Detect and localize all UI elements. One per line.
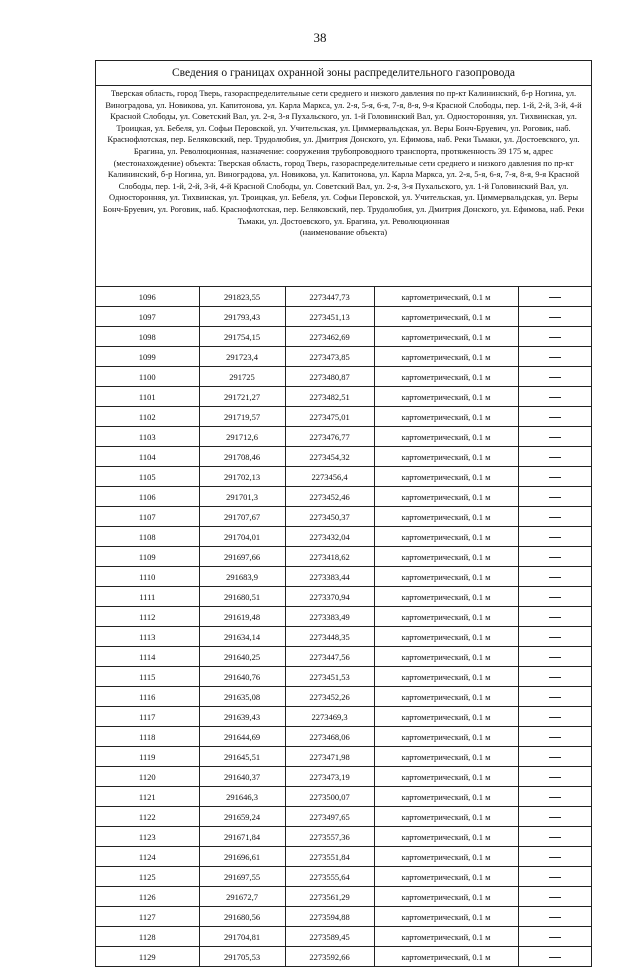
dash-mark [549,617,561,618]
table-row [96,527,591,547]
determination-method: картометрический, 0.1 м [374,387,518,407]
table-row [96,907,591,927]
point-number: 1099 [96,347,199,367]
determination-method: картометрический, 0.1 м [374,727,518,747]
dash-mark [549,357,561,358]
x-coordinate: 291719,57 [199,407,285,427]
table-row [96,947,591,967]
y-coordinate: 2273473,85 [285,347,374,367]
table-row [96,747,591,767]
determination-method: картометрический, 0.1 м [374,767,518,787]
point-number: 1121 [96,787,199,807]
y-coordinate: 2273454,32 [285,447,374,467]
y-coordinate: 2273475,01 [285,407,374,427]
dash-mark [549,577,561,578]
empty-value-dash [518,727,591,747]
empty-value-dash [518,587,591,607]
x-coordinate: 291645,51 [199,747,285,767]
determination-method: картометрический, 0.1 м [374,807,518,827]
determination-method: картометрический, 0.1 м [374,787,518,807]
point-number: 1125 [96,867,199,887]
point-number: 1097 [96,307,199,327]
dash-mark [549,417,561,418]
x-coordinate: 291707,67 [199,507,285,527]
x-coordinate: 291696,61 [199,847,285,867]
empty-value-dash [518,487,591,507]
table-row [96,547,591,567]
table-row [96,827,591,847]
empty-value-dash [518,507,591,527]
table-row [96,347,591,367]
y-coordinate: 2273370,94 [285,587,374,607]
point-number: 1129 [96,947,199,967]
y-coordinate: 2273451,13 [285,307,374,327]
dash-mark [549,557,561,558]
determination-method: картометрический, 0.1 м [374,427,518,447]
determination-method: картометрический, 0.1 м [374,487,518,507]
x-coordinate: 291640,37 [199,767,285,787]
y-coordinate: 2273594,88 [285,907,374,927]
determination-method: картометрический, 0.1 м [374,647,518,667]
y-coordinate: 2273456,4 [285,467,374,487]
determination-method: картометрический, 0.1 м [374,587,518,607]
dash-mark [549,437,561,438]
determination-method: картометрический, 0.1 м [374,467,518,487]
point-number: 1124 [96,847,199,867]
y-coordinate: 2273447,73 [285,287,374,307]
point-number: 1115 [96,667,199,687]
y-coordinate: 2273447,56 [285,647,374,667]
determination-method: картометрический, 0.1 м [374,827,518,847]
x-coordinate: 291640,76 [199,667,285,687]
point-number: 1103 [96,427,199,447]
y-coordinate: 2273452,26 [285,687,374,707]
empty-value-dash [518,447,591,467]
y-coordinate: 2273551,84 [285,847,374,867]
table-row [96,887,591,907]
table-row [96,367,591,387]
point-number: 1104 [96,447,199,467]
dash-mark [549,717,561,718]
table-row [96,807,591,827]
dash-mark [549,817,561,818]
x-coordinate: 291619,48 [199,607,285,627]
point-number: 1111 [96,587,199,607]
empty-value-dash [518,607,591,627]
point-number: 1108 [96,527,199,547]
empty-value-dash [518,307,591,327]
empty-value-dash [518,287,591,307]
point-number: 1116 [96,687,199,707]
empty-value-dash [518,687,591,707]
empty-value-dash [518,767,591,787]
x-coordinate: 291680,56 [199,907,285,927]
object-description-text: Тверская область, город Тверь, газораспределительные сети среднего и низкого давления по пр-кт Калининский, б-р Ногина, ул. Виноградова, ул. Новикова, ул. Капитонова, ул. Карла Маркса, ул. 2-я, 5-я, 6-я, 7-я, 8-я, 9-я Красной Слободы, пер. 1-й, 2-й, 3-й, 4-й Красной Слободы, ул. Советский Вал, ул. 2-я, 3-я Пухальского, ул. 1-й Головинский Вал, ул. Односторонняя, ул. Тихвинская, ул. Троицкая, ул. Бебеля, ул. Софьи Перовской, ул. Учительская, ул. Циммервальдская, ул. Веры Бонч-Бруевич, ул. Роговик, наб. Краснофлотская, пер. Беляковский, пер. Трудолюбия, ул. Дмитрия Донского, ул. Ефимова, наб. Реки Тьмаки, ул. Достоевского, ул. Брагина, ул. Революционная, назначение: сооружения трубопроводного транспорта, протяженность 39 175 м, адрес (местонахождение) объекта: Тверская область, город Тверь, газораспределительные сети среднего и низкого давления по пр-кт Калининский, б-р Ногина, ул. Виноградова, ул. Новикова, ул. Капитонова, ул. Карла Маркса, ул. 2-я, 5-я, 6-я, 7-я, 8-я, 9-я Красной Слободы, пер. 1-й, 2-й, 3-й, 4-й Красной Слободы, ул. Советский Вал, ул. 2-я, 3-я Пухальского, ул. 1-й Головинский Вал, ул. Односторонняя, ул. Тихвинская, ул. Троицкая, ул. Бебеля, ул. Софьи Перовской, ул. Учительская, ул. Циммервальдская, ул. Веры Бонч-Бруевич, ул. Роговик, наб. Краснофлотская, пер. Беляковский, пер. Трудолюбия, ул. Дмитрия Донского, ул. Ефимова, наб. Реки Тьмаки, ул. Достоевского, ул. Брагина, ул. Революционная [102,88,585,226]
empty-value-dash [518,787,591,807]
table-row [96,407,591,427]
empty-value-dash [518,927,591,947]
determination-method: картометрический, 0.1 м [374,887,518,907]
table-row [96,767,591,787]
dash-mark [549,397,561,398]
dash-mark [549,337,561,338]
determination-method: картометрический, 0.1 м [374,747,518,767]
dash-mark [549,777,561,778]
coordinates-table [96,287,591,966]
y-coordinate: 2273469,3 [285,707,374,727]
x-coordinate: 291671,84 [199,827,285,847]
dash-mark [549,857,561,858]
table-row [96,627,591,647]
x-coordinate: 291704,01 [199,527,285,547]
dash-mark [549,377,561,378]
determination-method: картометрический, 0.1 м [374,567,518,587]
point-number: 1102 [96,407,199,427]
empty-value-dash [518,867,591,887]
table-row [96,787,591,807]
y-coordinate: 2273482,51 [285,387,374,407]
y-coordinate: 2273500,07 [285,787,374,807]
point-number: 1098 [96,327,199,347]
dash-mark [549,917,561,918]
table-row [96,307,591,327]
empty-value-dash [518,527,591,547]
dash-mark [549,897,561,898]
empty-value-dash [518,847,591,867]
point-number: 1101 [96,387,199,407]
dash-mark [549,637,561,638]
determination-method: картометрический, 0.1 м [374,687,518,707]
table-row [96,467,591,487]
point-number: 1114 [96,647,199,667]
table-row [96,687,591,707]
empty-value-dash [518,707,591,727]
determination-method: картометрический, 0.1 м [374,707,518,727]
y-coordinate: 2273468,06 [285,727,374,747]
x-coordinate: 291725 [199,367,285,387]
determination-method: картометрический, 0.1 м [374,347,518,367]
y-coordinate: 2273383,49 [285,607,374,627]
object-name-caption: (наименование объекта) [299,227,388,238]
y-coordinate: 2273561,29 [285,887,374,907]
dash-mark [549,317,561,318]
dash-mark [549,497,561,498]
y-coordinate: 2273592,66 [285,947,374,967]
dash-mark [549,877,561,878]
dash-mark [549,597,561,598]
y-coordinate: 2273448,35 [285,627,374,647]
x-coordinate: 291635,08 [199,687,285,707]
x-coordinate: 291708,46 [199,447,285,467]
x-coordinate: 291680,51 [199,587,285,607]
table-row [96,667,591,687]
empty-value-dash [518,807,591,827]
dash-mark [549,957,561,958]
dash-mark [549,677,561,678]
document-title: Сведения о границах охранной зоны распределительного газопровода [96,61,591,86]
empty-value-dash [518,827,591,847]
determination-method: картометрический, 0.1 м [374,627,518,647]
y-coordinate: 2273452,46 [285,487,374,507]
y-coordinate: 2273497,65 [285,807,374,827]
point-number: 1122 [96,807,199,827]
x-coordinate: 291702,13 [199,467,285,487]
point-number: 1123 [96,827,199,847]
empty-value-dash [518,467,591,487]
x-coordinate: 291705,53 [199,947,285,967]
dash-mark [549,457,561,458]
x-coordinate: 291659,24 [199,807,285,827]
table-row [96,707,591,727]
x-coordinate: 291672,7 [199,887,285,907]
y-coordinate: 2273462,69 [285,327,374,347]
point-number: 1107 [96,507,199,527]
x-coordinate: 291793,43 [199,307,285,327]
table-row [96,607,591,627]
dash-mark [549,297,561,298]
y-coordinate: 2273473,19 [285,767,374,787]
dash-mark [549,837,561,838]
x-coordinate: 291823,55 [199,287,285,307]
determination-method: картометрический, 0.1 м [374,907,518,927]
y-coordinate: 2273383,44 [285,567,374,587]
y-coordinate: 2273557,36 [285,827,374,847]
determination-method: картометрический, 0.1 м [374,607,518,627]
x-coordinate: 291646,3 [199,787,285,807]
determination-method: картометрический, 0.1 м [374,367,518,387]
dash-mark [549,797,561,798]
point-number: 1120 [96,767,199,787]
empty-value-dash [518,667,591,687]
empty-value-dash [518,647,591,667]
point-number: 1106 [96,487,199,507]
table-row [96,587,591,607]
point-number: 1128 [96,927,199,947]
determination-method: картометрический, 0.1 м [374,327,518,347]
point-number: 1127 [96,907,199,927]
determination-method: картометрический, 0.1 м [374,667,518,687]
dash-mark [549,737,561,738]
determination-method: картометрический, 0.1 м [374,507,518,527]
table-row [96,847,591,867]
determination-method: картометрический, 0.1 м [374,867,518,887]
table-row [96,507,591,527]
table-row [96,727,591,747]
table-row [96,427,591,447]
empty-value-dash [518,327,591,347]
y-coordinate: 2273418,62 [285,547,374,567]
point-number: 1113 [96,627,199,647]
x-coordinate: 291640,25 [199,647,285,667]
x-coordinate: 291721,27 [199,387,285,407]
determination-method: картометрический, 0.1 м [374,847,518,867]
point-number: 1119 [96,747,199,767]
empty-value-dash [518,547,591,567]
y-coordinate: 2273589,45 [285,927,374,947]
table-row [96,487,591,507]
determination-method: картометрический, 0.1 м [374,547,518,567]
table-row [96,447,591,467]
y-coordinate: 2273451,53 [285,667,374,687]
table-row [96,387,591,407]
empty-value-dash [518,747,591,767]
x-coordinate: 291754,15 [199,327,285,347]
point-number: 1112 [96,607,199,627]
dash-mark [549,517,561,518]
y-coordinate: 2273480,87 [285,367,374,387]
table-row [96,647,591,667]
determination-method: картометрический, 0.1 м [374,527,518,547]
x-coordinate: 291683,9 [199,567,285,587]
table-row [96,927,591,947]
point-number: 1109 [96,547,199,567]
y-coordinate: 2273476,77 [285,427,374,447]
empty-value-dash [518,367,591,387]
x-coordinate: 291723,4 [199,347,285,367]
determination-method: картометрический, 0.1 м [374,947,518,967]
empty-value-dash [518,567,591,587]
dash-mark [549,757,561,758]
x-coordinate: 291644,69 [199,727,285,747]
dash-mark [549,697,561,698]
dash-mark [549,537,561,538]
dash-mark [549,657,561,658]
determination-method: картометрический, 0.1 м [374,287,518,307]
page-number: 38 [313,30,327,45]
empty-value-dash [518,627,591,647]
determination-method: картометрический, 0.1 м [374,407,518,427]
determination-method: картометрический, 0.1 м [374,447,518,467]
empty-value-dash [518,907,591,927]
x-coordinate: 291639,43 [199,707,285,727]
point-number: 1096 [96,287,199,307]
x-coordinate: 291697,66 [199,547,285,567]
point-number: 1118 [96,727,199,747]
point-number: 1110 [96,567,199,587]
x-coordinate: 291704,81 [199,927,285,947]
empty-value-dash [518,427,591,447]
x-coordinate: 291712,6 [199,427,285,447]
document-frame [95,60,592,967]
x-coordinate: 291701,3 [199,487,285,507]
table-row [96,567,591,587]
dash-mark [549,937,561,938]
point-number: 1117 [96,707,199,727]
y-coordinate: 2273450,37 [285,507,374,527]
point-number: 1126 [96,887,199,907]
x-coordinate: 291697,55 [199,867,285,887]
dash-mark [549,477,561,478]
y-coordinate: 2273555,64 [285,867,374,887]
determination-method: картометрический, 0.1 м [374,927,518,947]
empty-value-dash [518,407,591,427]
table-row [96,287,591,307]
table-row [96,867,591,887]
empty-value-dash [518,887,591,907]
empty-value-dash [518,387,591,407]
y-coordinate: 2273471,98 [285,747,374,767]
point-number: 1105 [96,467,199,487]
object-description [96,86,591,287]
point-number: 1100 [96,367,199,387]
determination-method: картометрический, 0.1 м [374,307,518,327]
empty-value-dash [518,947,591,967]
y-coordinate: 2273432,04 [285,527,374,547]
x-coordinate: 291634,14 [199,627,285,647]
empty-value-dash [518,347,591,367]
table-row [96,327,591,347]
